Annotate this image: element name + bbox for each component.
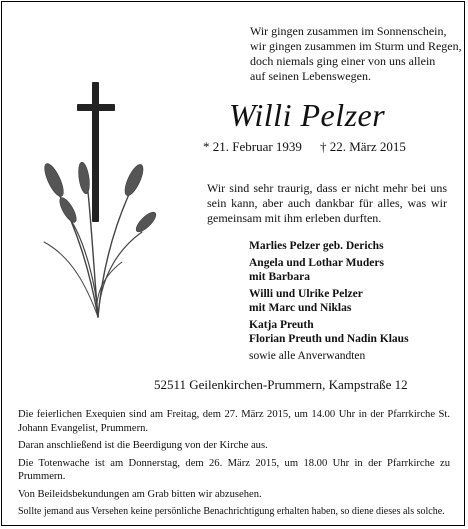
mourners-others: sowie alle Anverwandten [249, 350, 366, 362]
birth-date: * 21. Februar 1939 [203, 139, 302, 154]
death-date: † 22. März 2015 [319, 139, 406, 154]
poem-line: auf seinen Lebenswegen. [250, 69, 371, 83]
mourner-line: Angela und Lothar Muders [249, 257, 384, 269]
mourner-line: Florian Preuth und Nadin Klaus [249, 333, 409, 345]
footer-paragraph: Daran anschließend ist die Beerdigung von der Kirche aus. [18, 440, 268, 451]
cross-with-wheat-icon [32, 82, 162, 322]
obituary-notice [1, 1, 465, 526]
footer-paragraph: Die Totenwache ist am Donnerstag, dem 26. März 2015, um 18.00 Uhr in der Pfarrkirche zu Prummern. [18, 457, 450, 482]
mourner-group [249, 239, 409, 253]
memorial-poem [250, 24, 462, 84]
poem-line: wir gingen zusammen im Sturm und Regen, [250, 39, 462, 53]
mourner-line: Willi und Ulrike Pelzer [249, 288, 363, 300]
mourner-line: mit Marc und Niklas [249, 302, 352, 314]
deceased-name: Willi Pelzer [229, 97, 386, 133]
footer-paragraph: Von Beileidsbekundungen am Grab bitten wir abzusehen. [18, 488, 262, 500]
service-details [18, 408, 450, 523]
mourner-line: mit Barbara [249, 271, 311, 283]
condolence-text: Wir sind sehr traurig, dass er nicht mehr bei uns sein kann, aber auch dankbar für alles, was wir gemeinsam mit ihm erleben durften. [207, 181, 447, 225]
mourner-line: Marlies Pelzer geb. Derichs [249, 240, 384, 252]
family-address: 52511 Geilenkirchen-Prummern, Kampstraße 12 [154, 377, 408, 392]
mourner-group [249, 287, 409, 315]
mourner-group [249, 318, 409, 346]
footer-paragraph: Die feierlichen Exequien sind am Freitag, dem 27. März 2015, um 14.00 Uhr in der Pfarrkirche St. Johann Evangelist, Prummern. [18, 409, 450, 434]
poem-line: Wir gingen zusammen im Sonnenschein, [250, 24, 447, 38]
footer-note: Sollte jemand aus Versehen keine persönliche Benachrichtigung erhalten haben, so diene dieses als solche. [18, 506, 445, 517]
poem-line: doch niemals ging einer von uns allein [250, 54, 436, 68]
mourner-group [249, 256, 409, 284]
mourners-list [249, 239, 409, 363]
mourner-line: Katja Preuth [249, 319, 314, 331]
life-dates [203, 139, 406, 155]
